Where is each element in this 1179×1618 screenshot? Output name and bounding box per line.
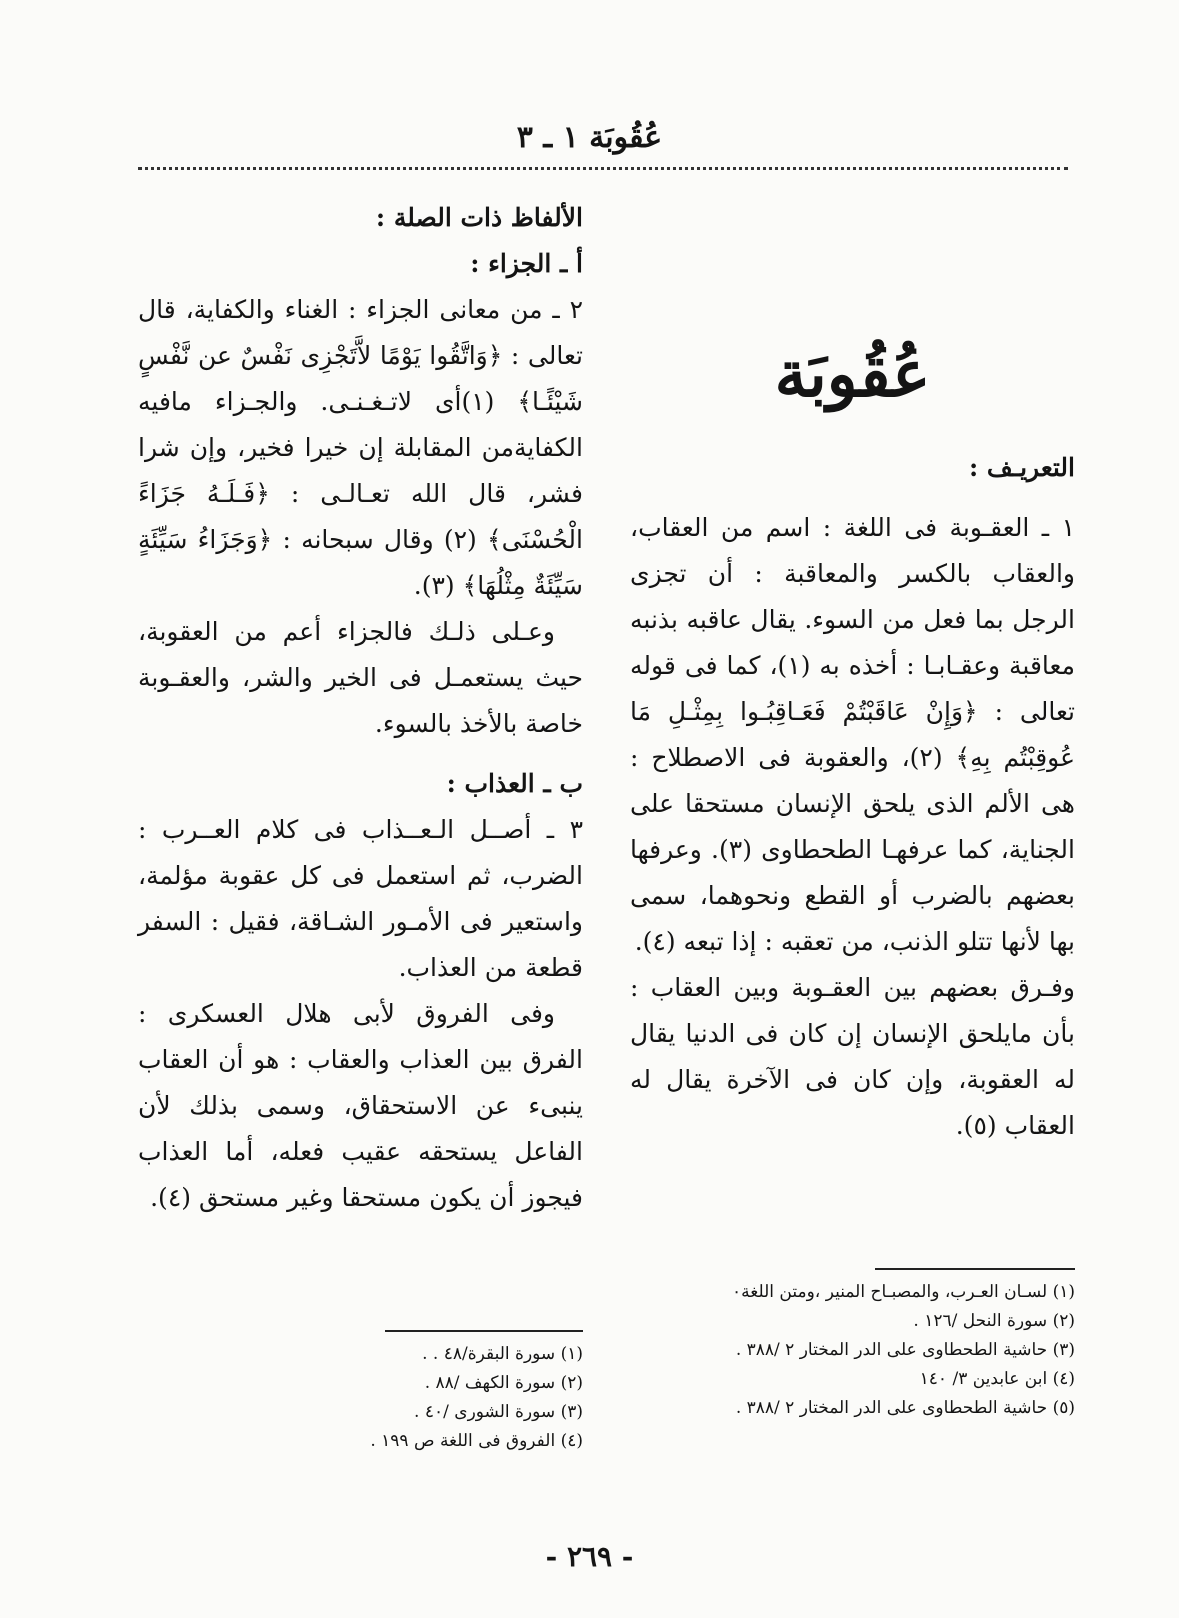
paragraph-3: ٣ ـ أصــل الـعــذاب فى كلام العــرب : الضرب، ثم استعمل فى كل عقوبة مؤلمة، واستعير فى الأمـور الشـاقة، فقيل : السفر قطعة من العذاب. (138, 815, 583, 982)
header-divider (138, 167, 1068, 170)
footnotes-left (300, 1340, 583, 1456)
footnote: (٥) حاشية الطحطاوى على الدر المختار ٢ /٣٨٨ . (735, 1398, 1075, 1418)
subheading-adhab: ب ـ العذاب : (446, 769, 583, 798)
footnote: (٣) حاشية الطحطاوى على الدر المختار ٢ /٣٨٨ . (735, 1340, 1075, 1360)
distinction-paragraph: وفـرق بعضهم بين العقـوبة وبين العقاب : بأن مايلحق الإنسان إن كان فى الدنيا يقال له العقوبة، وإن كان فى الآخرة يقال له العقاب (٥). (630, 973, 1075, 1140)
subheading-jazaa: أ ـ الجزاء : (470, 249, 583, 278)
paragraph-3-furuq: وفى الفروق لأبى هلال العسكرى : الفرق بين العذاب والعقاب : هو أن العقاب ينبىء عن الاستحقاق، وسمى بذلك لأن الفاعل يستحقه عقيب فعله، أما العذاب فيجوز أن يكون مستحقا وغير مستحق (٤). (138, 999, 583, 1212)
entry-title: عُقُوبَة (774, 337, 931, 412)
paragraph-2-conclusion: وعـلى ذلـك فالجزاء أعم من العقوبة، حيث يستعمـل فى الخير والشر، والعقـوبة خاصة بالأخذ بالسوء. (138, 617, 583, 738)
footnote: (٤) الفروق فى اللغة ص ١٩٩ . (370, 1431, 583, 1451)
paragraph-2: ٢ ـ من معانى الجزاء : الغناء والكفاية، قال تعالى : ﴿وَاتَّقُوا يَوْمًا لاَّتَجْزِى نَفْسٌ عن نَّفْسٍ شَيْئًـا﴾ (١)أى لاتـغـنـى. والجـزاء مافيه الكفايةمن المقابلة إن خيرا فخير، وإن شرا فشر، قال الله تعـالـى : ﴿فَـلَـهُ جَزَاءً الْحُسْنَى﴾ (٢) وقال سبحانه : ﴿وَجَزَاءُ سَيِّئَةٍ سَيِّئَةٌ مِثْلُهَا﴾ (٣). (138, 295, 583, 600)
footnote: (١) سورة البقرة/٤٨ . . (422, 1344, 583, 1364)
page-number: - ٢٦٩ - (545, 1540, 634, 1573)
footnote: (١) لسـان العـرب، والمصبـاح المنير ،ومتن اللغة٠ (732, 1282, 1075, 1302)
spacer (138, 747, 583, 761)
footnote: (٣) سورة الشورى /٤٠ . (414, 1402, 583, 1422)
definition-heading: التعريـف : (968, 453, 1075, 482)
footnote: (٤) ابن عابدين ٣/ ١٤٠ (919, 1369, 1075, 1389)
running-title: عُقُوبَة ١ ـ ٣ (516, 120, 663, 155)
left-column (138, 195, 583, 1221)
footnote-divider-right (875, 1268, 1075, 1270)
related-terms-heading: الألفاظ ذات الصلة : (375, 203, 583, 232)
footnote: (٢) سورة الكهف /٨٨ . (424, 1373, 583, 1393)
footnote-divider-left (385, 1330, 583, 1332)
spacer (630, 491, 1075, 505)
footnotes-right (690, 1278, 1075, 1423)
definition-paragraph: ١ ـ العقـوبة فى اللغة : اسم من العقاب، والعقاب بالكسر والمعاقبة : أن تجزى الرجل بما فعل من السوء. يقال عاقبه بذنبه معاقبة وعقـابـا : أخذه به (١)، كما فى قوله تعالى : ﴿وَإِنْ عَاقَبْتُمْ فَعَـاقِبُـوا بِمِثْـلِ مَا عُوقِبْتُم بِهِ﴾ (٢)، والعقوبة فى الاصطلاح : هى الألم الذى يلحق الإنسان مستحقا على الجناية، كما عرفهـا الطحطاوى (٣). وعرفها بعضهم بالضرب أو القطع ونحوهما، سمى بها لأنها تتلو الذنب، من تعقبه : إذا تبعه (٤). (630, 513, 1075, 956)
right-column (630, 195, 1075, 1149)
footnote: (٢) سورة النحل /١٢٦ . (913, 1311, 1075, 1331)
